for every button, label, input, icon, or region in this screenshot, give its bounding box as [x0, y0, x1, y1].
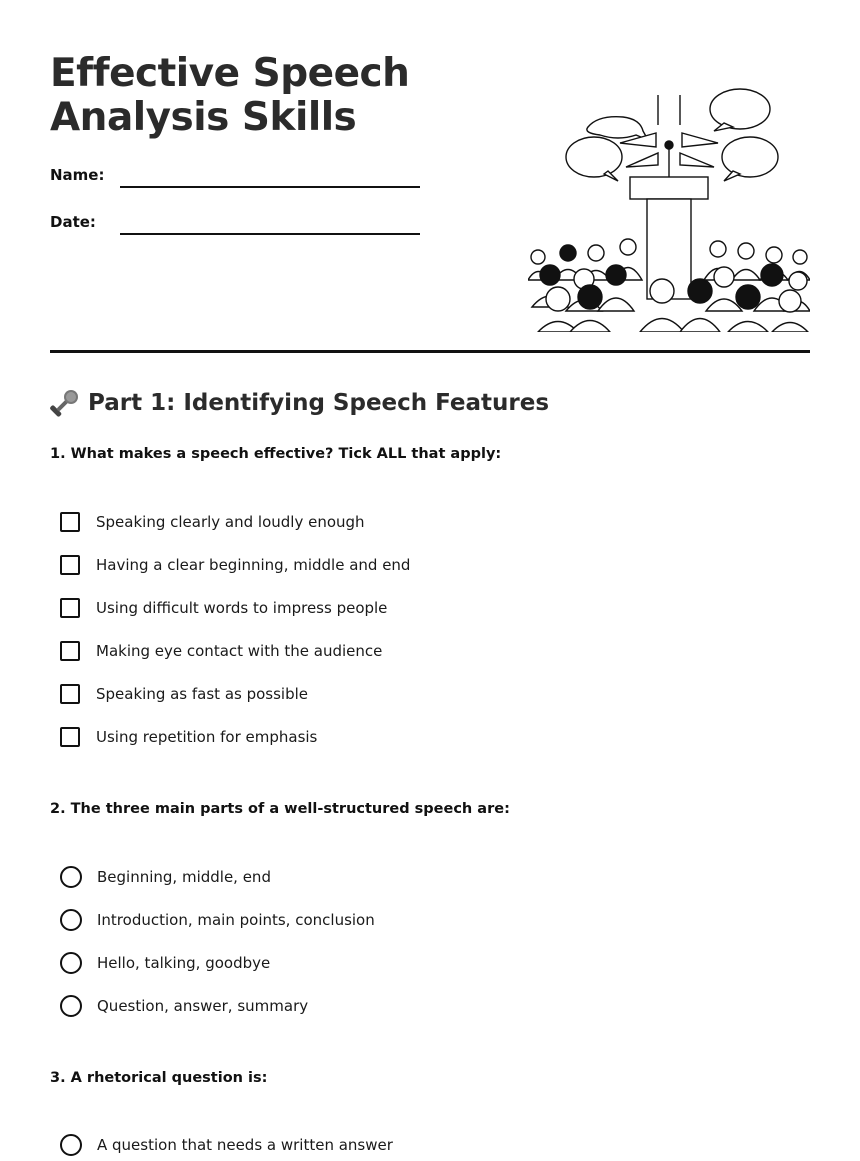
date-input-line[interactable] — [120, 233, 420, 235]
q1-option-6[interactable] — [60, 724, 317, 750]
question-2: 2. The three main parts of a well-structured speech are: — [50, 801, 510, 817]
q1-option-4[interactable] — [60, 638, 382, 664]
worksheet-title: Effective Speech Analysis Skills — [50, 51, 410, 140]
option-label: Beginning, middle, end — [97, 868, 271, 886]
q3-option-1[interactable] — [60, 1132, 393, 1158]
radio-button[interactable] — [60, 952, 82, 974]
q1-option-5[interactable] — [60, 681, 308, 707]
option-label: Speaking clearly and loudly enough — [96, 513, 365, 531]
checkbox[interactable] — [60, 512, 80, 532]
question-3: 3. A rhetorical question is: — [50, 1070, 268, 1086]
radio-button[interactable] — [60, 1134, 82, 1156]
checkbox[interactable] — [60, 727, 80, 747]
q1-option-1[interactable] — [60, 509, 365, 535]
option-label: Speaking as fast as possible — [96, 685, 309, 703]
q2-option-1[interactable] — [60, 864, 271, 890]
checkbox[interactable] — [60, 598, 80, 618]
section-heading-part-1 — [50, 388, 549, 418]
option-label: Introduction, main points, conclusion — [97, 911, 375, 929]
microphone-icon — [50, 388, 80, 418]
checkbox[interactable] — [60, 684, 80, 704]
option-label: Using repetition for emphasis — [96, 728, 318, 746]
q2-option-2[interactable] — [60, 907, 375, 933]
q2-option-3[interactable] — [60, 950, 270, 976]
checkbox[interactable] — [60, 555, 80, 575]
section-heading-text: Part 1: Identifying Speech Features — [88, 390, 550, 416]
option-label: Question, answer, summary — [97, 997, 309, 1015]
date-label: Date: — [50, 213, 96, 231]
option-label: Hello, talking, goodbye — [97, 954, 271, 972]
speaker-podium-audience-illustration — [528, 85, 810, 332]
name-label: Name: — [50, 166, 105, 184]
option-label: A question that needs a written answer — [97, 1136, 393, 1154]
option-label: Having a clear beginning, middle and end — [96, 556, 411, 574]
radio-button[interactable] — [60, 909, 82, 931]
name-input-line[interactable] — [120, 186, 420, 188]
q1-option-3[interactable] — [60, 595, 387, 621]
question-1: 1. What makes a speech effective? Tick ALL that apply: — [50, 446, 502, 462]
option-label: Making eye contact with the audience — [96, 642, 383, 660]
option-label: Using difficult words to impress people — [96, 599, 388, 617]
checkbox[interactable] — [60, 641, 80, 661]
radio-button[interactable] — [60, 995, 82, 1017]
radio-button[interactable] — [60, 866, 82, 888]
header-divider — [50, 350, 810, 353]
q1-option-2[interactable] — [60, 552, 410, 578]
q2-option-4[interactable] — [60, 993, 308, 1019]
